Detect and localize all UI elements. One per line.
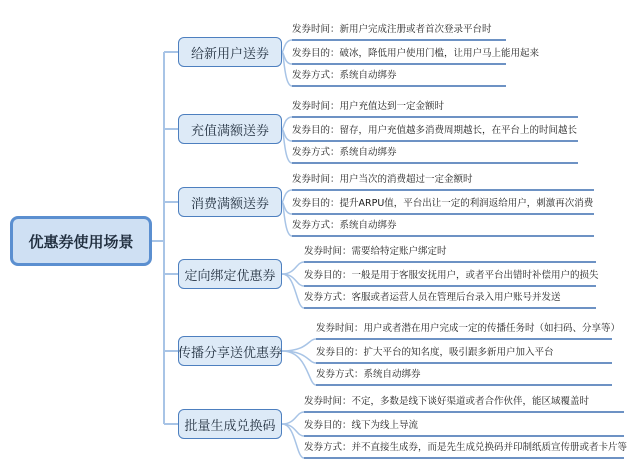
leaf-item: 发券目的：破冰，降低用户使用门槛，让用户马上能用起来	[292, 48, 540, 59]
leaf-item: 发券时间：用户或者潜在用户完成一定的传播任务时（如扫码、分享等）	[316, 323, 621, 334]
leaf-item: 发券时间：用户充值达到一定金额时	[292, 101, 445, 112]
branch-node: 传播分享送优惠券	[178, 336, 282, 366]
leaf-item: 发券时间：用户当次的消费超过一定金额时	[292, 174, 473, 185]
leaf-item: 发券方式：系统自动绑券	[292, 70, 397, 81]
leaf-item: 发券目的：一般是用于客服安抚用户，或者平台出错时补偿用户的损失	[304, 270, 599, 281]
leaf-item: 发券目的：提升ARPU值，平台出让一定的利润返给用户，刺激再次消费	[292, 198, 594, 209]
leaf-connector	[282, 52, 292, 86]
leaf-item: 发券方式：系统自动绑券	[292, 147, 397, 158]
leaf-item: 发券目的：留存，用户充值越多消费周期越长，在平台上的时间越长	[292, 125, 578, 136]
leaf-item: 发券时间：不定，多数是线下谈好渠道或者合作伙伴，能区域覆盖时	[304, 396, 590, 407]
leaf-connector	[282, 190, 292, 202]
leaf-connector	[282, 202, 292, 236]
leaf-connector	[282, 262, 304, 274]
leaf-connector	[282, 274, 304, 308]
leaf-item: 发券方式：并不直接生成券，而是先生成兑换码并印制纸质宣传册或者卡片等	[304, 442, 628, 453]
leaf-connector	[282, 412, 304, 424]
leaf-connector	[282, 351, 316, 385]
branch-node: 充值满额送券	[178, 114, 282, 144]
root-node: 优惠券使用场景	[10, 216, 152, 266]
branch-node: 批量生成兑换码	[178, 409, 282, 439]
leaf-connector	[282, 424, 304, 458]
leaf-item: 发券目的：扩大平台的知名度，吸引跟多新用户加入平台	[316, 347, 554, 358]
branch-node: 定向绑定优惠券	[178, 259, 282, 289]
branch-node: 消费满额送券	[178, 187, 282, 217]
leaf-connector	[282, 129, 292, 163]
leaf-item: 发券时间：需要给特定账户绑定时	[304, 246, 447, 257]
leaf-item: 发券时间：新用户完成注册或者首次登录平台时	[292, 24, 492, 35]
leaf-item: 发券目的：线下为线上导流	[304, 420, 419, 431]
leaf-item: 发券方式：客服或者运营人员在管理后台录入用户账号并发送	[304, 292, 561, 303]
leaf-connector	[282, 339, 316, 351]
branch-node: 给新用户送券	[178, 37, 282, 67]
leaf-connector	[282, 40, 292, 52]
leaf-connector	[282, 117, 292, 129]
leaf-item: 发券方式：系统自动绑券	[316, 369, 421, 380]
leaf-item: 发券方式：系统自动绑券	[292, 220, 397, 231]
